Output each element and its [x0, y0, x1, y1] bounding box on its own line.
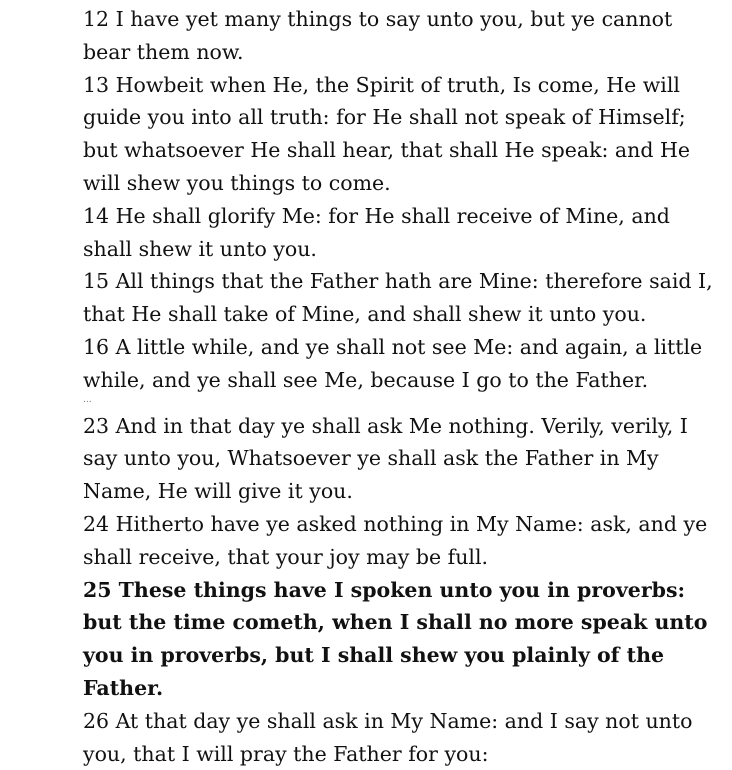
verse-12: 12 I have yet many things to say unto you, but ye cannot bear them now. [83, 7, 673, 64]
verse-16: 16 A little while, and ye shall not see Me: and again, a little while, and ye shall see Me, because I go to the Father. [83, 334, 703, 392]
verse-24: 24 Hitherto have ye asked nothing in My Name: ask, and ye shall receive, that your joy may be full. [83, 511, 708, 569]
omission-ellipsis: ... [83, 394, 92, 405]
verse-15: 15 All things that the Father hath are Mine: therefore said I, that He shall take of Mine, and shall shew it unto you. [83, 269, 713, 327]
scripture-passage [83, 3, 723, 770]
verse-14: 14 He shall glorify Me: for He shall receive of Mine, and shall shew it unto you. [83, 203, 670, 261]
verse-26: 26 At that day ye shall ask in My Name: and I say not unto you, that I will pray the Father for you: [83, 708, 693, 766]
verse-25-highlighted: 25 These things have I spoken unto you in proverbs: but the time cometh, when I shall no more speak unto you in proverbs, but I shall shew you plainly of the Father. [83, 577, 708, 700]
verse-23: 23 And in that day ye shall ask Me nothing. Verily, verily, I say unto you, Whatsoever ye shall ask the Father in My Name, He will give it you. [83, 413, 688, 504]
verse-13: 13 Howbeit when He, the Spirit of truth, Is come, He will guide you into all truth: for He shall not speak of Himself; but whatsoever He shall hear, that shall He speak: and He will shew you things to come. [83, 72, 690, 195]
